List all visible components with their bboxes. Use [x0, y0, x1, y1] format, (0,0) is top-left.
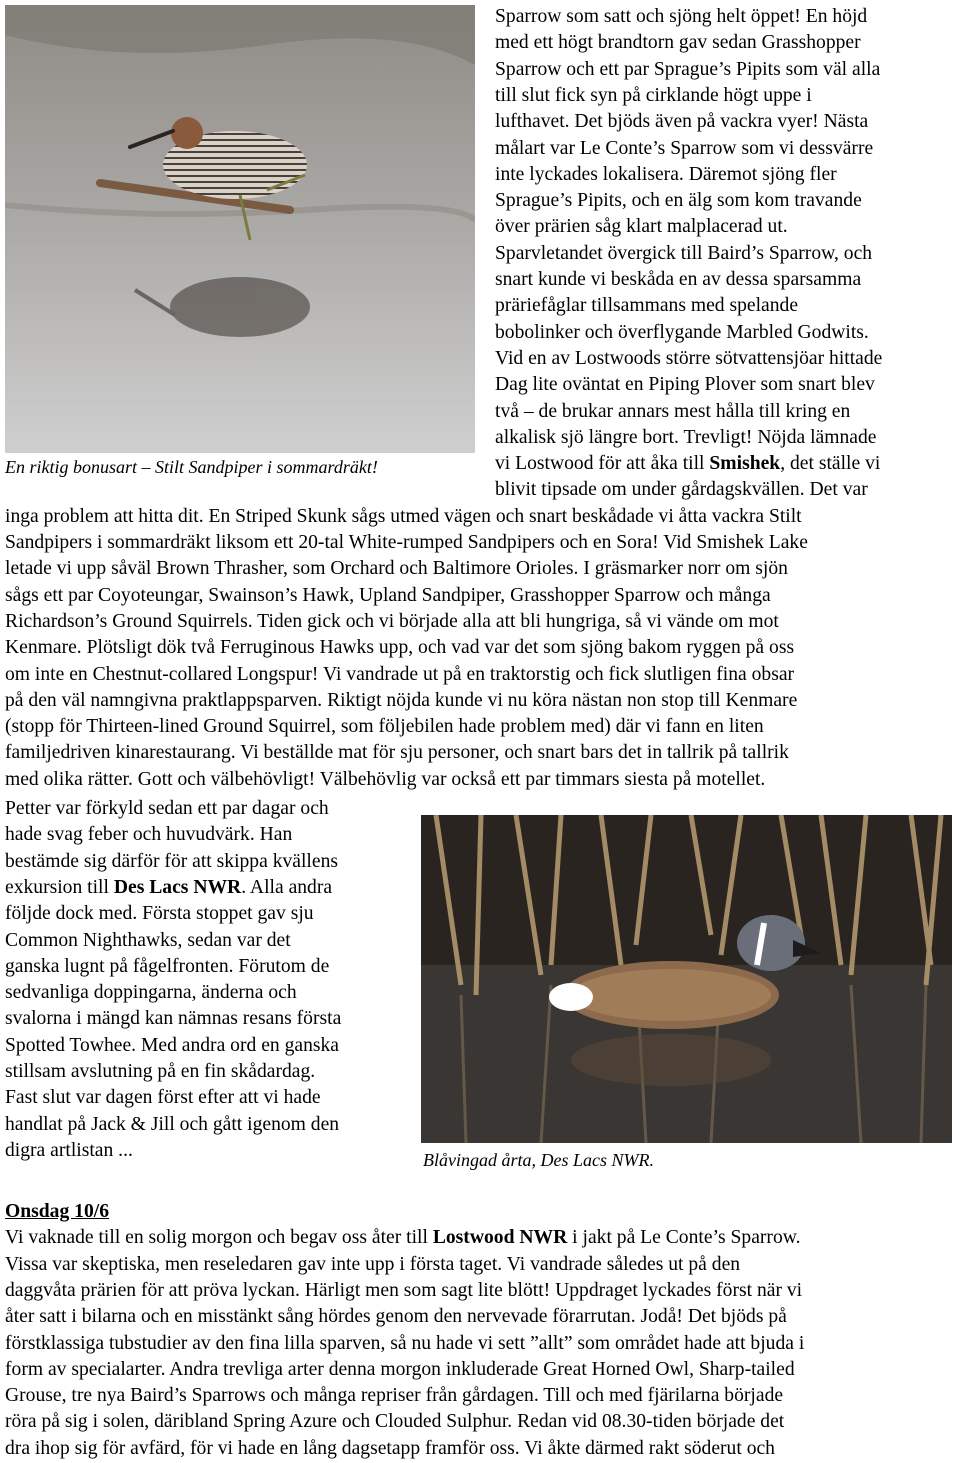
- para2-line: Fast slut var dagen först efter att vi hade: [5, 1087, 321, 1109]
- stilt-sandpiper-photo: [5, 5, 475, 453]
- para3-line: dra ihop sig för avfärd, för vi hade en lång dagsetapp framför oss. Vi åkte därmed rakt söderut och: [5, 1437, 775, 1459]
- des-lacs-bold: Des Lacs NWR: [113, 876, 242, 898]
- para1-right-line: alkalisk sjö längre bort. Trevligt! Nöjda lämnade: [495, 426, 877, 448]
- para1-right-line: till slut fick syn på cirklande högt uppe i: [495, 84, 812, 106]
- smishek-bold: Smishek: [709, 453, 781, 475]
- para1-full-line: (stopp för Thirteen-lined Ground Squirrel, som följebilen hade problem med) där vi fann en liten: [5, 716, 764, 738]
- para1-right-line: Vid en av Lostwoods större sötvattensjöar hittade: [495, 347, 883, 369]
- para2-line: följde dock med. Första stoppet gav sju: [5, 903, 314, 925]
- para2-line: svalorna i mängd kan nämnas resans första: [5, 1008, 342, 1030]
- para2-line: bestämde sig därför för att skippa kvällens: [5, 850, 338, 872]
- para1-full-line: Sandpipers i sommardräkt liksom ett 20-tal White-rumped Sandpipers och en Sora! Vid Smishek Lake: [5, 532, 808, 553]
- des-lacs-line: exkursion till Des Lacs NWR. Alla andra: [5, 876, 333, 898]
- para1-full-line: med olika rätter. Gott och välbehövligt! Välbehövlig var också ett par timmars siesta på motellet.: [5, 768, 766, 790]
- para3-line: åter satt i bilarna och en misstänkt sång hördes genom den nervevade förarrutan. Jodå! Det bjöds på: [5, 1306, 787, 1328]
- para1-right-line: inte lyckades lokalisera. Däremot sjöng fler: [495, 163, 837, 185]
- para3-line: Grouse, tre nya Baird’s Sparrows och många repriser från gårdagen. Till och med fjärilarna började: [5, 1385, 784, 1407]
- para1-right-line: Dag lite oväntat en Piping Plover som snart blev: [495, 374, 875, 396]
- para2-line: Common Nighthawks, sedan var det: [5, 929, 291, 951]
- blue-winged-teal-photo: [421, 815, 952, 1143]
- para1-full-line: inga problem att hitta dit. En Striped Skunk sågs utmed vägen och snart beskådade vi åtta vackra Stilt: [5, 505, 802, 527]
- para1-right-line: med ett högt brandtorn gav sedan Grasshopper: [495, 32, 861, 54]
- para1-full-line: Richardson’s Ground Squirrels. Tiden gick och vi började alla att bli hungriga, så vi vände om mot: [5, 610, 779, 632]
- para1-right-line: över prärien såg klart malplacerad ut.: [495, 216, 788, 238]
- para2-line: Petter var förkyld sedan ett par dagar och: [5, 798, 329, 819]
- para1-right-line: lufthavet. Det bjöds även på vackra vyer! Nästa: [495, 111, 869, 133]
- para1-right-line: Sparrow som satt och sjöng helt öppet! En höjd: [495, 6, 868, 27]
- para3-line: röra på sig i solen, däribland Spring Azure och Clouded Sulphur. Redan vid 08.30-tiden började det: [5, 1411, 785, 1433]
- para3-line: Vissa var skeptiska, men reseledaren gav inte upp i första taget. Vi vandrade således ut på den: [5, 1253, 741, 1275]
- para2-line: stillsam avslutning på en fin skådardag.: [5, 1061, 316, 1082]
- para1-full-line: familjedriven kinarestaurang. Vi beställde mat för sju personer, och snart bars det in tallrik på tallrik: [5, 742, 789, 764]
- para2-line: digra artlistan ...: [5, 1139, 133, 1161]
- para2-line: ganska lugnt på fågelfronten. Förutom de: [5, 955, 330, 977]
- para1-full-line: letade vi upp såväl Brown Thrasher, som Orchard och Baltimore Orioles. I gräsmarker norr om sjön: [5, 558, 788, 580]
- photo1-caption: En riktig bonusart – Stilt Sandpiper i sommardräkt!: [5, 457, 378, 477]
- para1-right-line: blivit tipsade om under gårdagskvällen. Det var: [495, 479, 868, 501]
- para2-line: handlat på Jack & Jill och gått igenom den: [5, 1113, 340, 1135]
- para1-full-line: på den väl namngivna praktlappsparven. Riktigt nöjda kunde vi nu köra nästan non stop till Kenmare: [5, 689, 798, 711]
- lostwood-line: Vi vaknade till en solig morgon och begav oss åter till Lostwood NWR i jakt på Le Conte’s Sparrow.: [5, 1227, 801, 1249]
- para3-line: daggvåta prärien för att pröva lyckan. Härligt men som sagt lite blött! Uppdraget lyckades först när vi: [5, 1279, 803, 1301]
- lostwood-bold: Lostwood NWR: [432, 1227, 568, 1249]
- para1-right-line: präriefåglar tillsammans med spelande: [495, 295, 799, 317]
- para1-full-line: Kenmare. Plötsligt dök två Ferruginous Hawks upp, och vad var det som sjöng bakom ryggen på oss: [5, 637, 795, 659]
- para1-full-line: sågs ett par Coyoteungar, Swainson’s Hawk, Upland Sandpiper, Grasshopper Sparrow och många: [5, 584, 771, 606]
- para2-line: Spotted Towhee. Med andra ord en ganska: [5, 1034, 339, 1056]
- para1-full-line: om inte en Chestnut-collared Longspur! Vi vandrade ut på en traktorstig och fick slutligen fina obsar: [5, 663, 795, 685]
- para3-line: form av specialarter. Andra trevliga arter denna morgon inkluderade Great Horned Owl, Sharp-tailed: [5, 1358, 795, 1380]
- smishek-line: vi Lostwood för att åka till Smishek, det ställe vi: [495, 453, 881, 475]
- para1-right-line: två – de brukar annars mest hålla till kring en: [495, 400, 851, 422]
- para2-line: hade svag feber och huvudvärk. Han: [5, 824, 293, 846]
- para1-right-line: målart var Le Conte’s Sparrow som vi dessvärre: [495, 137, 874, 159]
- photo2-caption: Blåvingad årta, Des Lacs NWR.: [423, 1150, 654, 1170]
- para3-line: förstklassiga tubstudier av den fina lilla sparven, så nu hade vi sett ”allt” som området hade att bjuda i: [5, 1332, 805, 1354]
- para1-right-line: Sparrow och ett par Sprague’s Pipits som väl alla: [495, 58, 881, 80]
- day-heading: Onsdag 10/6: [5, 1201, 109, 1222]
- para1-right-line: Sprague’s Pipits, och en älg som kom travande: [495, 190, 862, 212]
- para1-right-line: Sparvletandet övergick till Baird’s Sparrow, och: [495, 242, 873, 264]
- para1-right-line: bobolinker och överflygande Marbled Godwits.: [495, 321, 869, 343]
- para2-line: sedvanliga doppingarna, änderna och: [5, 982, 297, 1004]
- para1-right-line: snart kunde vi beskåda en av dessa sparsamma: [495, 269, 862, 290]
